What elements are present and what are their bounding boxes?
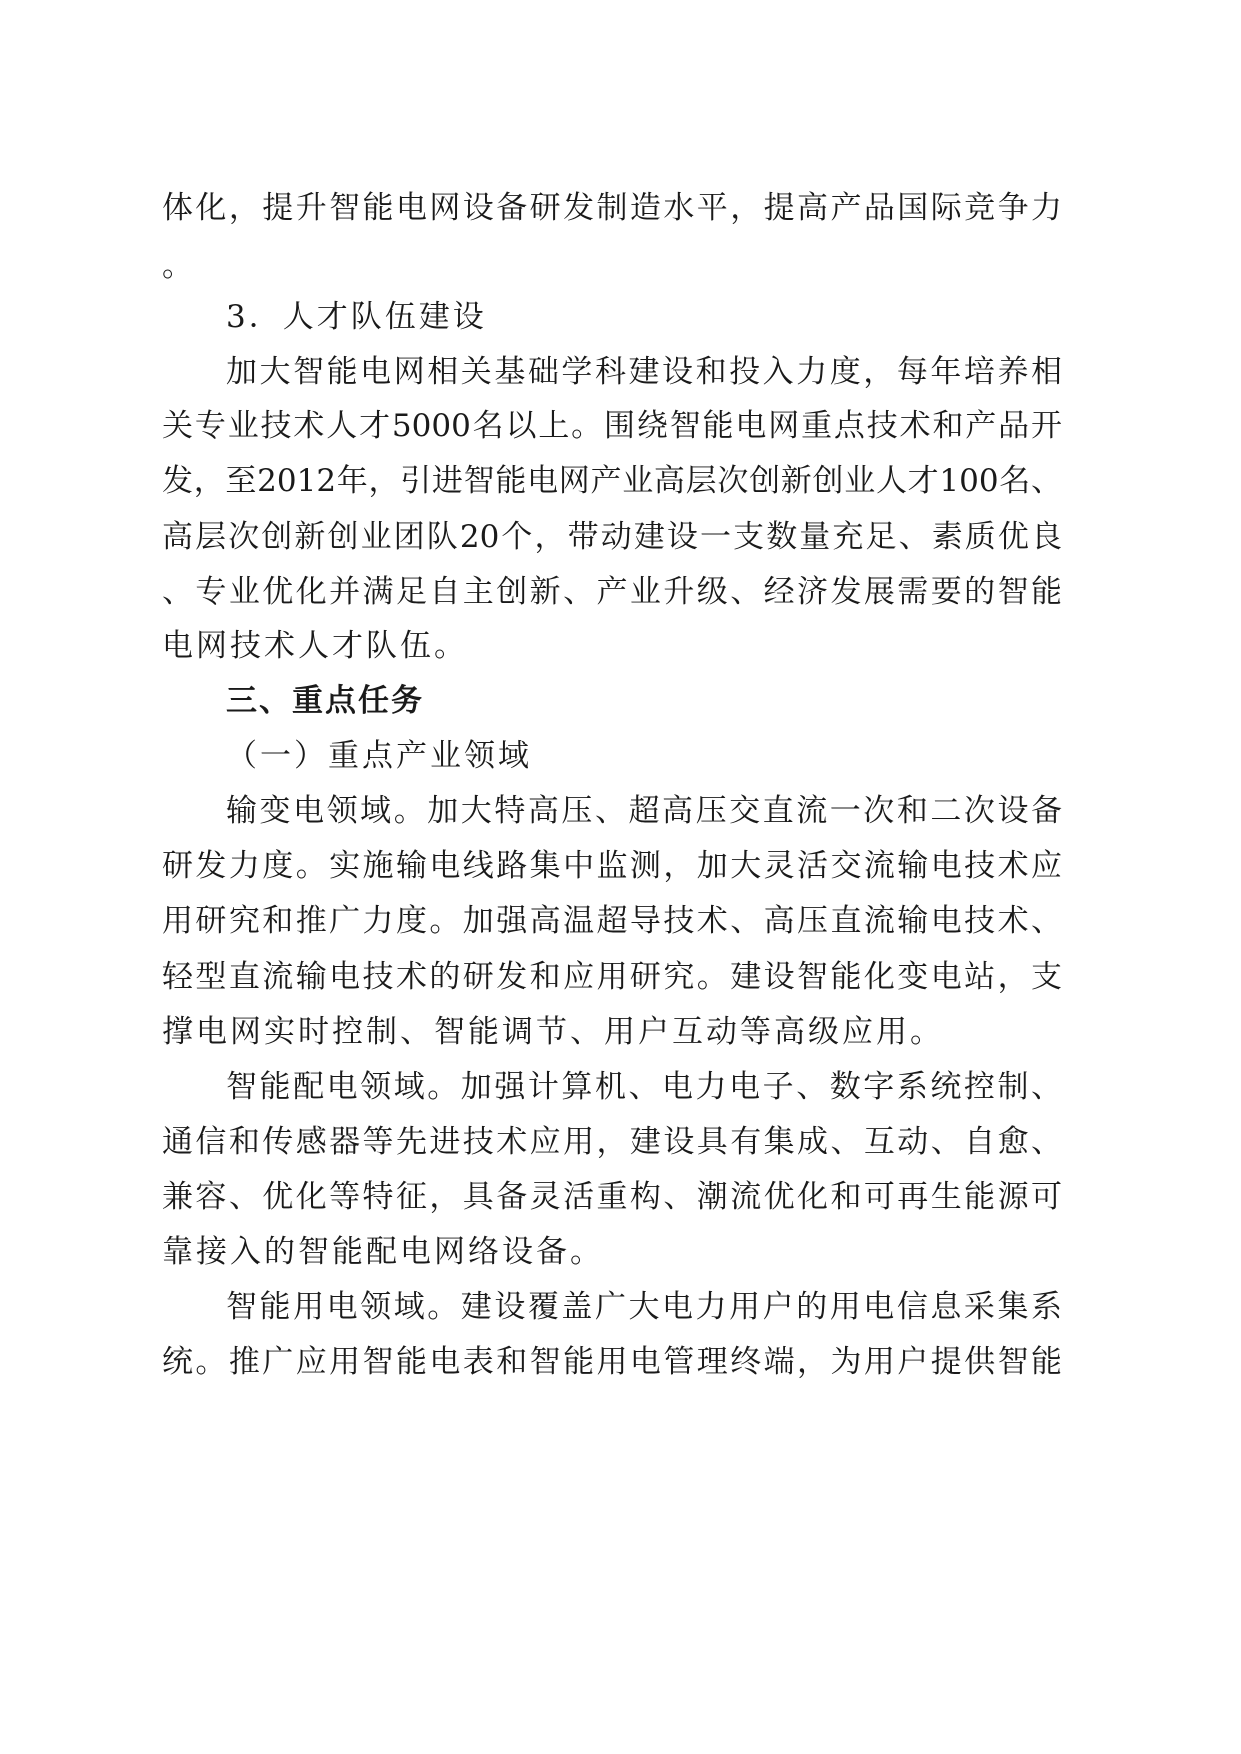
paragraph-line: 电网技术人才队伍。 (162, 628, 468, 664)
paragraph-line: 体化，提升智能电网设备研发制造水平，提高产品国际竞争力 (162, 190, 1062, 226)
paragraph-line: 统。推广应用智能电表和智能用电管理终端，为用户提供智能 (162, 1344, 1062, 1380)
paragraph-line: 智能配电领域。加强计算机、电力电子、数字系统控制、 (226, 1069, 1062, 1105)
subsection-heading: （一）重点产业领域 (226, 738, 532, 774)
paragraph-line: 输变电领域。加大特高压、超高压交直流一次和二次设备 (226, 793, 1062, 829)
paragraph-line: 兼容、优化等特征，具备灵活重构、潮流优化和可再生能源可 (162, 1179, 1062, 1215)
paragraph-line: 。 (162, 248, 196, 284)
subsection-heading: 3．人才队伍建设 (226, 299, 487, 335)
paragraph-line: 用研究和推广力度。加强高温超导技术、高压直流输电技术、 (162, 903, 1062, 939)
paragraph-line: 、专业优化并满足自主创新、产业升级、经济发展需要的智能 (162, 574, 1062, 610)
paragraph-line: 靠接入的智能配电网络设备。 (162, 1234, 604, 1270)
paragraph-line: 研发力度。实施输电线路集中监测，加大灵活交流输电技术应 (162, 848, 1062, 884)
paragraph-line: 轻型直流输电技术的研发和应用研究。建设智能化变电站，支 (162, 959, 1062, 995)
paragraph-line: 通信和传感器等先进技术应用，建设具有集成、互动、自愈、 (162, 1124, 1062, 1160)
paragraph-line: 加大智能电网相关基础学科建设和投入力度，每年培养相 (226, 354, 1062, 390)
section-heading: 三、重点任务 (226, 683, 424, 719)
paragraph-line: 高层次创新创业团队20个，带动建设一支数量充足、素质优良 (162, 519, 1062, 555)
paragraph-line: 关专业技术人才5000名以上。围绕智能电网重点技术和产品开 (162, 408, 1062, 444)
paragraph-line: 智能用电领域。建设覆盖广大电力用户的用电信息采集系 (226, 1289, 1062, 1325)
paragraph-line: 发，至2012年，引进智能电网产业高层次创新创业人才100名、 (162, 463, 1062, 499)
paragraph-line: 撑电网实时控制、智能调节、用户互动等高级应用。 (162, 1014, 944, 1050)
